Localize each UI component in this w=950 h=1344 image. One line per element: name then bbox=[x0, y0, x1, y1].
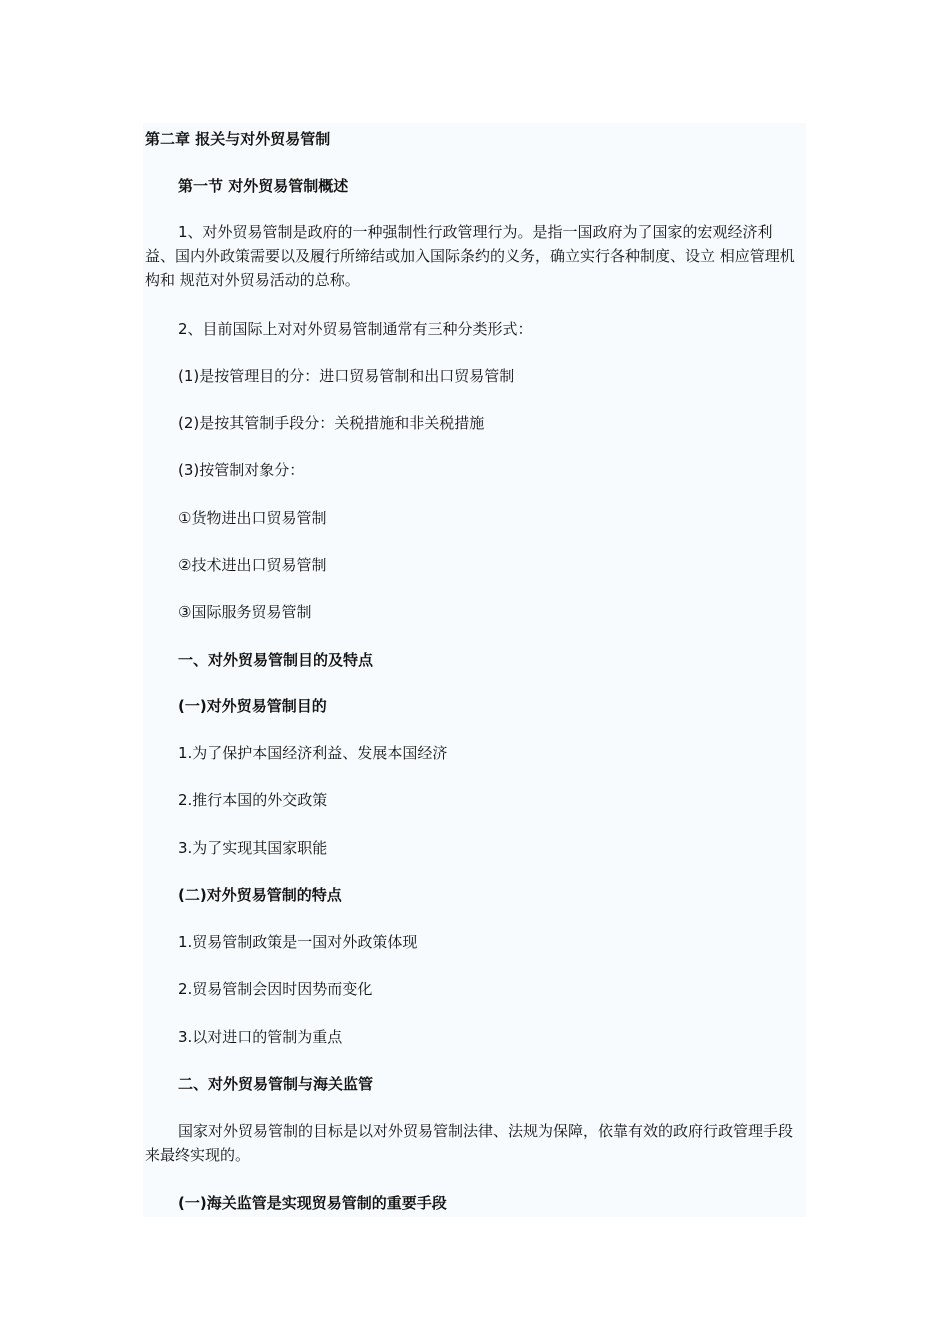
purpose-item-3: 3.为了实现其国家职能 bbox=[178, 839, 328, 857]
feature-item-1: 1.贸易管制政策是一国对外政策体现 bbox=[178, 933, 418, 951]
heading-customs: 二、对外贸易管制与海关监管 bbox=[178, 1075, 374, 1093]
heading-purpose-features: 一、对外贸易管制目的及特点 bbox=[178, 651, 374, 669]
document-body bbox=[143, 123, 806, 1217]
purpose-item-1: 1.为了保护本国经济利益、发展本国经济 bbox=[178, 744, 448, 762]
section-title: 第一节 对外贸易管制概述 bbox=[178, 177, 349, 195]
feature-item-3: 3.以对进口的管制为重点 bbox=[178, 1028, 343, 1046]
classification-item-1: (1)是按管理目的分：进口贸易管制和出口贸易管制 bbox=[178, 367, 515, 385]
paragraph-customs-goal: 国家对外贸易管制的目标是以对外贸易管制法律、法规为保障，依靠有效的政府行政管理手段来最终实现的。 bbox=[145, 1122, 794, 1164]
feature-item-2: 2.贸易管制会因时因势而变化 bbox=[178, 980, 373, 998]
object-item-1: ①货物进出口贸易管制 bbox=[178, 509, 327, 527]
paragraph-definition: 1、对外贸易管制是政府的一种强制性行政管理行为。是指一国政府为了国家的宏观经济利益、国内外政策需要以及履行所缔结或加入国际条约的义务，确立实行各种制度、设立 相应管理机构和 规范对外贸易活动的总称。 bbox=[145, 223, 795, 289]
paragraph-classification: 2、目前国际上对对外贸易管制通常有三种分类形式： bbox=[178, 320, 533, 338]
purpose-item-2: 2.推行本国的外交政策 bbox=[178, 791, 328, 809]
subheading-customs-means: (一)海关监管是实现贸易管制的重要手段 bbox=[178, 1194, 447, 1212]
object-item-3: ③国际服务贸易管制 bbox=[178, 603, 312, 621]
classification-item-3: (3)按管制对象分： bbox=[178, 461, 305, 479]
chapter-title: 第二章 报关与对外贸易管制 bbox=[145, 130, 331, 148]
classification-item-2: (2)是按其管制手段分：关税措施和非关税措施 bbox=[178, 414, 485, 432]
subheading-purpose: (一)对外贸易管制目的 bbox=[178, 697, 327, 715]
object-item-2: ②技术进出口贸易管制 bbox=[178, 556, 327, 574]
subheading-features: (二)对外贸易管制的特点 bbox=[178, 886, 342, 904]
